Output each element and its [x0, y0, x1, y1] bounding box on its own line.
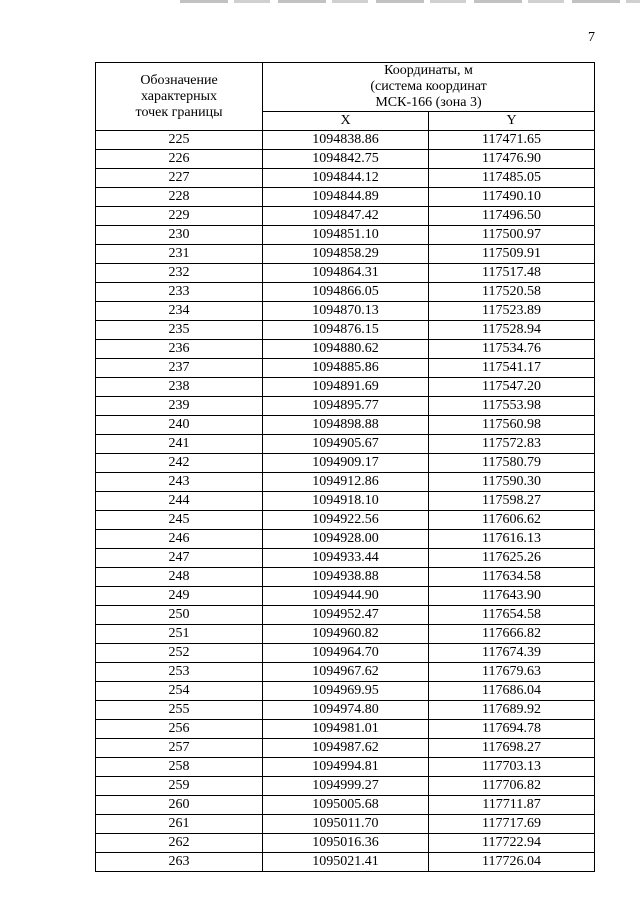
y-coordinate-cell: 117689.92 [429, 701, 595, 720]
x-column-header: X [263, 112, 429, 131]
point-number-cell: 249 [96, 587, 263, 606]
x-coordinate-cell: 1094974.80 [263, 701, 429, 720]
page-number: 7 [588, 30, 595, 45]
point-number-cell: 242 [96, 454, 263, 473]
point-number-cell: 258 [96, 758, 263, 777]
x-coordinate-cell: 1094851.10 [263, 226, 429, 245]
x-coordinate-cell: 1094933.44 [263, 549, 429, 568]
y-coordinate-cell: 117634.58 [429, 568, 595, 587]
point-number-cell: 231 [96, 245, 263, 264]
y-coordinate-cell: 117528.94 [429, 321, 595, 340]
table-row [96, 416, 595, 435]
y-coordinate-cell: 117520.58 [429, 283, 595, 302]
y-coordinate-cell: 117509.91 [429, 245, 595, 264]
table-row [96, 169, 595, 188]
table-row [96, 321, 595, 340]
x-coordinate-cell: 1094918.10 [263, 492, 429, 511]
x-coordinate-cell: 1094838.86 [263, 131, 429, 150]
point-number-cell: 236 [96, 340, 263, 359]
point-number-cell: 232 [96, 264, 263, 283]
table-row [96, 245, 595, 264]
y-coordinate-cell: 117553.98 [429, 397, 595, 416]
coordinates-table [95, 62, 595, 872]
header-line: Обозначение [140, 72, 218, 88]
point-number-cell: 245 [96, 511, 263, 530]
point-number-cell: 227 [96, 169, 263, 188]
table-row [96, 758, 595, 777]
y-coordinate-cell: 117523.89 [429, 302, 595, 321]
y-coordinate-cell: 117706.82 [429, 777, 595, 796]
table-row [96, 207, 595, 226]
x-coordinate-cell: 1094969.95 [263, 682, 429, 701]
table-row [96, 283, 595, 302]
table-row [96, 188, 595, 207]
point-number-cell: 244 [96, 492, 263, 511]
x-coordinate-cell: 1094891.69 [263, 378, 429, 397]
x-coordinate-cell: 1094905.67 [263, 435, 429, 454]
table-row [96, 606, 595, 625]
y-coordinate-cell: 117698.27 [429, 739, 595, 758]
table-row [96, 682, 595, 701]
x-coordinate-cell: 1094880.62 [263, 340, 429, 359]
x-coordinate-cell: 1094858.29 [263, 245, 429, 264]
table-row [96, 777, 595, 796]
x-coordinate-cell: 1094922.56 [263, 511, 429, 530]
x-coordinate-cell: 1094866.05 [263, 283, 429, 302]
point-number-cell: 256 [96, 720, 263, 739]
y-coordinate-cell: 117598.27 [429, 492, 595, 511]
table-row [96, 549, 595, 568]
table-row [96, 834, 595, 853]
y-coordinate-cell: 117717.69 [429, 815, 595, 834]
y-coordinate-cell: 117580.79 [429, 454, 595, 473]
point-number-cell: 263 [96, 853, 263, 872]
y-coordinate-cell: 117485.05 [429, 169, 595, 188]
point-number-cell: 254 [96, 682, 263, 701]
point-number-cell: 243 [96, 473, 263, 492]
point-number-cell: 235 [96, 321, 263, 340]
x-coordinate-cell: 1094964.70 [263, 644, 429, 663]
table-row [96, 264, 595, 283]
y-coordinate-cell: 117694.78 [429, 720, 595, 739]
point-number-cell: 237 [96, 359, 263, 378]
table-row [96, 568, 595, 587]
y-coordinate-cell: 117722.94 [429, 834, 595, 853]
point-number-cell: 246 [96, 530, 263, 549]
header-line: точек границы [135, 104, 223, 120]
y-coordinate-cell: 117625.26 [429, 549, 595, 568]
table-row [96, 302, 595, 321]
y-coordinate-cell: 117560.98 [429, 416, 595, 435]
table-row [96, 454, 595, 473]
y-coordinate-cell: 117490.10 [429, 188, 595, 207]
x-coordinate-cell: 1095016.36 [263, 834, 429, 853]
point-number-cell: 248 [96, 568, 263, 587]
table-row [96, 150, 595, 169]
point-number-cell: 239 [96, 397, 263, 416]
x-coordinate-cell: 1094912.86 [263, 473, 429, 492]
y-coordinate-cell: 117666.82 [429, 625, 595, 644]
point-number-cell: 229 [96, 207, 263, 226]
x-coordinate-cell: 1094844.89 [263, 188, 429, 207]
x-coordinate-cell: 1094928.00 [263, 530, 429, 549]
table-row [96, 131, 595, 150]
x-coordinate-cell: 1094876.15 [263, 321, 429, 340]
point-number-cell: 251 [96, 625, 263, 644]
table-body [96, 131, 595, 872]
x-coordinate-cell: 1094864.31 [263, 264, 429, 283]
coordinates-header [263, 63, 595, 112]
y-coordinate-cell: 117534.76 [429, 340, 595, 359]
y-coordinate-cell: 117517.48 [429, 264, 595, 283]
table-row [96, 701, 595, 720]
x-coordinate-cell: 1094952.47 [263, 606, 429, 625]
x-coordinate-cell: 1094847.42 [263, 207, 429, 226]
y-coordinate-cell: 117547.20 [429, 378, 595, 397]
x-coordinate-cell: 1095005.68 [263, 796, 429, 815]
table-row [96, 378, 595, 397]
header-line: (система координат [370, 79, 487, 94]
table-row [96, 663, 595, 682]
point-number-cell: 230 [96, 226, 263, 245]
header-line: характерных [140, 88, 218, 104]
table-row [96, 492, 595, 511]
table-row [96, 473, 595, 492]
table-row [96, 530, 595, 549]
y-coordinate-cell: 117572.83 [429, 435, 595, 454]
point-number-cell: 252 [96, 644, 263, 663]
point-number-cell: 247 [96, 549, 263, 568]
x-coordinate-cell: 1094944.90 [263, 587, 429, 606]
point-number-cell: 238 [96, 378, 263, 397]
x-coordinate-cell: 1094885.86 [263, 359, 429, 378]
point-number-cell: 253 [96, 663, 263, 682]
point-number-cell: 257 [96, 739, 263, 758]
x-coordinate-cell: 1094898.88 [263, 416, 429, 435]
x-coordinate-cell: 1095011.70 [263, 815, 429, 834]
x-coordinate-cell: 1094960.82 [263, 625, 429, 644]
table-row [96, 644, 595, 663]
x-coordinate-cell: 1094938.88 [263, 568, 429, 587]
x-coordinate-cell: 1094987.62 [263, 739, 429, 758]
y-column-header: Y [429, 112, 595, 131]
y-coordinate-cell: 117541.17 [429, 359, 595, 378]
point-number-cell: 261 [96, 815, 263, 834]
y-coordinate-cell: 117476.90 [429, 150, 595, 169]
table-row [96, 739, 595, 758]
table-row [96, 340, 595, 359]
x-coordinate-cell: 1094844.12 [263, 169, 429, 188]
point-designation-header [96, 63, 263, 131]
point-number-cell: 240 [96, 416, 263, 435]
point-number-cell: 225 [96, 131, 263, 150]
point-number-cell: 241 [96, 435, 263, 454]
y-coordinate-cell: 117686.04 [429, 682, 595, 701]
table-row [96, 720, 595, 739]
table-row [96, 226, 595, 245]
table-row [96, 853, 595, 872]
point-number-cell: 255 [96, 701, 263, 720]
y-coordinate-cell: 117711.87 [429, 796, 595, 815]
x-coordinate-cell: 1095021.41 [263, 853, 429, 872]
y-coordinate-cell: 117496.50 [429, 207, 595, 226]
point-number-cell: 259 [96, 777, 263, 796]
x-coordinate-cell: 1094842.75 [263, 150, 429, 169]
point-number-cell: 260 [96, 796, 263, 815]
table-row [96, 815, 595, 834]
y-coordinate-cell: 117654.58 [429, 606, 595, 625]
x-coordinate-cell: 1094870.13 [263, 302, 429, 321]
header-line: Координаты, м [384, 63, 473, 78]
y-coordinate-cell: 117674.39 [429, 644, 595, 663]
y-coordinate-cell: 117606.62 [429, 511, 595, 530]
table-row [96, 587, 595, 606]
table-row [96, 625, 595, 644]
y-coordinate-cell: 117471.65 [429, 131, 595, 150]
point-number-cell: 262 [96, 834, 263, 853]
y-coordinate-cell: 117643.90 [429, 587, 595, 606]
y-coordinate-cell: 117726.04 [429, 853, 595, 872]
x-coordinate-cell: 1094999.27 [263, 777, 429, 796]
y-coordinate-cell: 117590.30 [429, 473, 595, 492]
y-coordinate-cell: 117679.63 [429, 663, 595, 682]
x-coordinate-cell: 1094909.17 [263, 454, 429, 473]
y-coordinate-cell: 117500.97 [429, 226, 595, 245]
table-row [96, 397, 595, 416]
y-coordinate-cell: 117703.13 [429, 758, 595, 777]
table-row [96, 359, 595, 378]
point-number-cell: 233 [96, 283, 263, 302]
table-row [96, 511, 595, 530]
x-coordinate-cell: 1094981.01 [263, 720, 429, 739]
point-number-cell: 234 [96, 302, 263, 321]
header-line: МСК-166 (зона 3) [375, 95, 482, 110]
table-row [96, 435, 595, 454]
point-number-cell: 228 [96, 188, 263, 207]
table-row [96, 796, 595, 815]
x-coordinate-cell: 1094994.81 [263, 758, 429, 777]
point-number-cell: 250 [96, 606, 263, 625]
point-number-cell: 226 [96, 150, 263, 169]
x-coordinate-cell: 1094967.62 [263, 663, 429, 682]
scan-artifact [180, 0, 640, 3]
x-coordinate-cell: 1094895.77 [263, 397, 429, 416]
y-coordinate-cell: 117616.13 [429, 530, 595, 549]
